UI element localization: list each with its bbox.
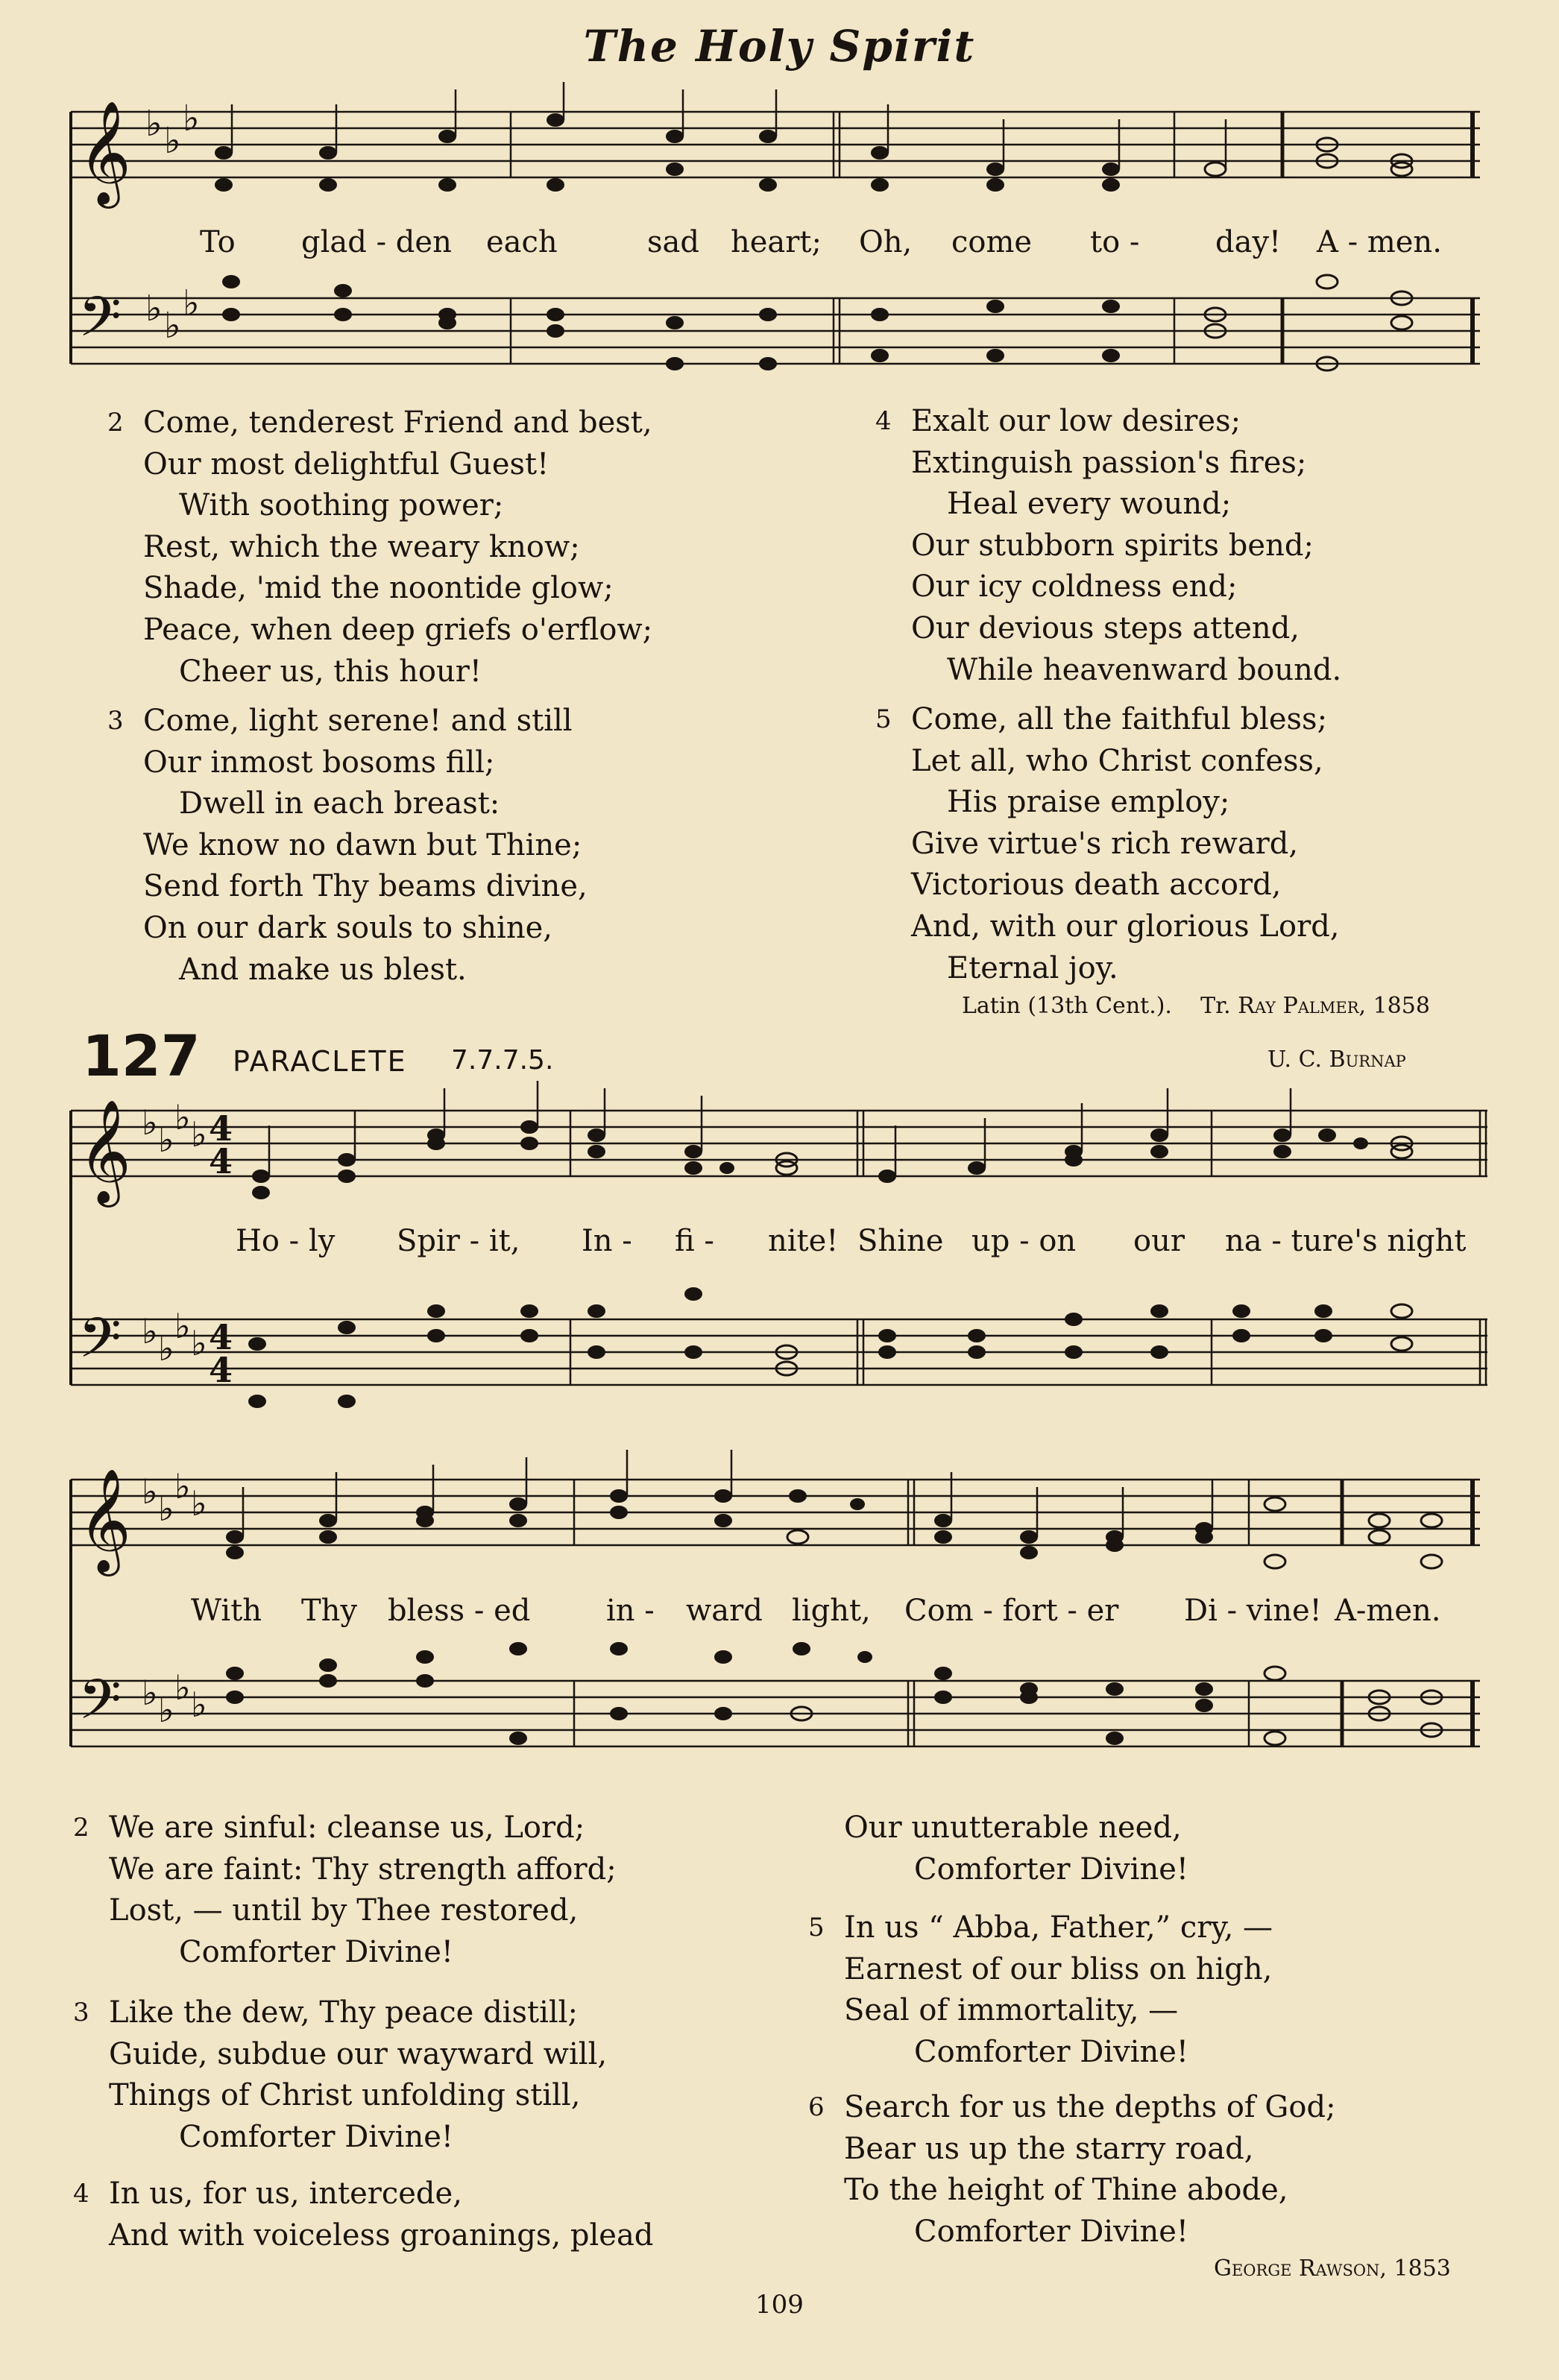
verse-line: On our dark souls to shine, [143, 910, 552, 945]
credit-translator: Ray Palmer, [1238, 993, 1367, 1019]
verse-line: Come, all the faithful bless; [911, 702, 1328, 736]
verse-line: In us “ Abba, Father,” cry, — [844, 1910, 1273, 1945]
verse-line: Come, light serene! and still [143, 704, 573, 738]
svg-text:♭: ♭ [191, 1685, 207, 1725]
verse-line: And make us blest. [179, 952, 467, 987]
svg-text:♭: ♭ [183, 282, 200, 324]
lyric-word: our [1133, 1224, 1185, 1258]
verse-number: 3 [107, 706, 124, 736]
svg-text:♭: ♭ [145, 103, 163, 145]
verse-line: And, with our glorious Lord, [911, 909, 1340, 944]
verse-line: Dwell in each breast: [179, 786, 500, 821]
verse-line: Extinguish passion's fires; [911, 445, 1307, 480]
svg-text:♭: ♭ [158, 1489, 174, 1529]
verse-line: Come, tenderest Friend and best, [143, 405, 652, 440]
verse-line: In us, for us, intercede, [109, 2177, 462, 2211]
verse-line: Our most delightful Guest! [143, 446, 549, 482]
music-system-3 [0, 1457, 1559, 1800]
verse-block [73, 2174, 654, 2256]
svg-text:♭: ♭ [142, 1673, 158, 1713]
verse-line: Things of Christ unfolding still, [109, 2078, 581, 2113]
verse-number: 2 [73, 1813, 89, 1843]
verse-line: Comforter Divine! [179, 1934, 453, 1969]
lyric-word: fi - [675, 1224, 714, 1258]
svg-text:♭: ♭ [142, 1102, 158, 1143]
lyric-word: heart; [731, 225, 822, 259]
svg-text:4: 4 [209, 1350, 233, 1390]
verse-line: Our icy coldness end; [911, 569, 1238, 605]
svg-text:𝄢: 𝄢 [78, 1667, 122, 1746]
verse-line: Bear us up the starry road, [844, 2131, 1254, 2166]
verse-line: Exalt our low desires; [911, 404, 1241, 438]
svg-text:♭: ♭ [158, 1120, 174, 1160]
lyric-word: Shine [857, 1224, 944, 1258]
verse-number: 4 [73, 2179, 89, 2209]
verse-number: 2 [107, 408, 124, 438]
lyric-word: Oh, [859, 225, 913, 259]
verse-line: Lost, — until by Thee restored, [109, 1893, 579, 1928]
verse-line: Cheer us, this hour! [179, 654, 482, 689]
lyric-word: na - ture's night [1225, 1224, 1467, 1258]
verse-line: We know no dawn but Thine; [143, 827, 582, 862]
lyric-word: in - [606, 1594, 655, 1628]
verse-block [73, 1808, 617, 1973]
verse-block [808, 1907, 1273, 2073]
svg-text:♭: ♭ [174, 1097, 191, 1137]
svg-text:♭: ♭ [145, 288, 163, 329]
svg-text:4: 4 [209, 1108, 233, 1149]
svg-text:♭: ♭ [174, 1306, 191, 1346]
svg-text:♭: ♭ [191, 1483, 207, 1524]
composer: U. C. Burnap [1267, 1047, 1406, 1073]
verse-line: Like the dew, Thy peace distill; [109, 1995, 578, 2030]
verse-line: Heal every wound; [947, 487, 1232, 522]
verse-line: Peace, when deep griefs o'erflow; [143, 612, 653, 647]
verse-line: Shade, 'mid the noontide glow; [143, 571, 614, 606]
lyric-word: Com - fort - er [904, 1594, 1119, 1628]
svg-text:♭: ♭ [174, 1466, 191, 1506]
lyric-word: To [200, 225, 236, 259]
svg-text:𝄢: 𝄢 [78, 285, 122, 363]
page-number: 109 [755, 2290, 804, 2320]
lyric-word: Thy [301, 1594, 358, 1628]
lyric-word: day! [1215, 225, 1282, 259]
verse-line: Our inmost bosoms fill; [143, 745, 495, 780]
page-header: The Holy Spirit [583, 21, 976, 72]
verse-number: 5 [875, 704, 892, 734]
svg-text:♭: ♭ [191, 1323, 207, 1363]
credit-source: Latin (13th Cent.). [962, 993, 1172, 1019]
lyric-word: light, [792, 1594, 871, 1628]
verse-line: Seal of immortality, — [844, 1993, 1179, 2028]
lyric-word: ward [686, 1594, 763, 1628]
lyric-word: glad - den [301, 225, 452, 259]
verse-number: 4 [875, 406, 892, 436]
verse-line: His praise employ; [947, 785, 1230, 820]
verse-line: Send forth Thy beams divine, [143, 869, 588, 904]
author-credit [1214, 2256, 1451, 2282]
verse-line: Comforter Divine! [179, 2119, 453, 2154]
verse-block [107, 403, 653, 692]
verse-line: Comforter Divine! [914, 1852, 1188, 1887]
svg-text:♭: ♭ [158, 1690, 174, 1730]
lyric-word: nite! [768, 1224, 839, 1258]
verse-number: 3 [73, 1998, 89, 2027]
verse-block [875, 699, 1340, 989]
svg-text:𝄢: 𝄢 [78, 1306, 122, 1384]
svg-text:♭: ♭ [174, 1667, 191, 1708]
verse-line: Give virtue's rich reward, [911, 826, 1299, 861]
credit-tr-prefix: Tr. [1200, 993, 1231, 1019]
verse-line: Our devious steps attend, [911, 610, 1300, 645]
verse-line: Earnest of our bliss on high, [844, 1951, 1273, 1986]
hymn-number: 127 [82, 1023, 201, 1089]
verse-line: Search for us the depths of God; [844, 2090, 1336, 2124]
verse-block [808, 2087, 1336, 2253]
verse-line: With soothing power; [179, 488, 504, 523]
verse-line: Our unutterable need, [844, 1811, 1182, 1845]
lyric-word: A-men. [1335, 1594, 1441, 1628]
verse-block [844, 1808, 1188, 1890]
lyric-word: Di - vine! [1184, 1594, 1322, 1628]
verse-block [107, 701, 588, 991]
lyric-word: sad [647, 225, 699, 259]
credit-year: 1858 [1373, 993, 1430, 1019]
svg-text:♭: ♭ [142, 1471, 158, 1512]
svg-text:♭: ♭ [142, 1311, 158, 1351]
verse-number: 6 [808, 2092, 825, 2122]
lyric-word: to - [1090, 225, 1140, 259]
lyric-word: bless - ed [388, 1594, 531, 1628]
verse-block [875, 401, 1342, 691]
lyric-word: come [951, 225, 1033, 259]
verse-block [73, 1992, 608, 2158]
verse-line: Comforter Divine! [914, 2034, 1188, 2069]
svg-text:4: 4 [209, 1141, 233, 1181]
verse-line: Guide, subdue our wayward will, [109, 2036, 608, 2071]
verse-line: We are sinful: cleanse us, Lord; [109, 1811, 585, 1845]
tune-name: PARACLETE [233, 1045, 407, 1078]
lyric-word: Ho - ly [236, 1224, 336, 1258]
svg-text:♭: ♭ [191, 1114, 207, 1155]
author-year: 1853 [1393, 2256, 1451, 2282]
svg-text:♭: ♭ [164, 305, 181, 347]
lyric-word: A - men. [1317, 225, 1442, 259]
verse-number: 5 [808, 1913, 825, 1942]
verse-line: We are faint: Thy strength afford; [109, 1852, 617, 1887]
verse-line: Let all, who Christ confess, [911, 743, 1323, 778]
music-system-2 [0, 1081, 1559, 1439]
verse-line: Comforter Divine! [914, 2214, 1188, 2249]
lyric-word: With [191, 1594, 262, 1628]
verse-line: To the height of Thine abode, [844, 2173, 1288, 2208]
verse-line: Rest, which the weary know; [143, 529, 580, 564]
lyric-word: up - on [971, 1224, 1077, 1258]
lyric-word: each [486, 225, 558, 259]
svg-text:♭: ♭ [164, 120, 181, 162]
svg-text:𝄞: 𝄞 [78, 1468, 131, 1572]
verse-line: Our stubborn spirits bend; [911, 528, 1314, 563]
meter: 7.7.7.5. [451, 1045, 554, 1076]
verse-line: Victorious death accord, [911, 868, 1282, 903]
svg-text:𝄞: 𝄞 [78, 101, 131, 204]
svg-text:4: 4 [209, 1317, 233, 1357]
verse-line: While heavenward bound. [947, 652, 1342, 687]
author-name: George Rawson, [1214, 2256, 1387, 2282]
svg-text:♭: ♭ [158, 1328, 174, 1369]
svg-text:♭: ♭ [183, 98, 200, 139]
verse-line: Eternal joy. [947, 950, 1118, 985]
lyric-word: In - [582, 1224, 632, 1258]
hymn-credit [962, 993, 1430, 1019]
lyric-word: Spir - it, [397, 1224, 520, 1258]
svg-text:𝄞: 𝄞 [78, 1099, 131, 1203]
verse-line: And with voiceless groanings, plead [109, 2218, 654, 2253]
